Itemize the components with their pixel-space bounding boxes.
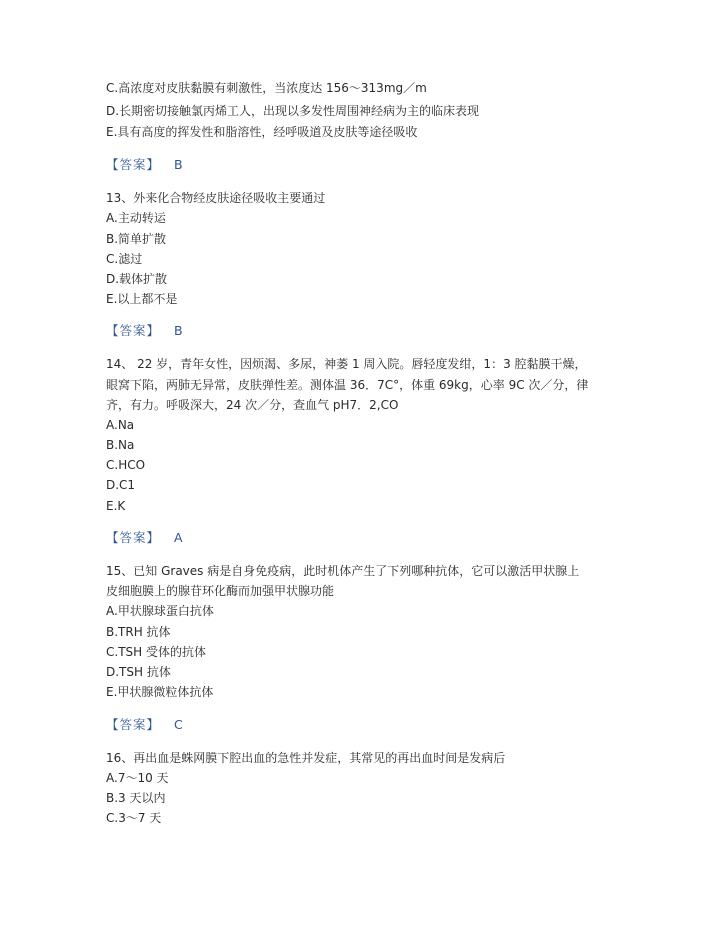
q15-option-a: A.甲状腺球蛋白抗体 xyxy=(106,604,214,618)
q14-option-b: B.Na xyxy=(106,438,135,452)
option-e: E.具有高度的挥发性和脂溶性，经呼吸道及皮肤等途径吸收 xyxy=(106,125,418,139)
answer-label: 【答案】 xyxy=(106,323,161,338)
answer-14 xyxy=(106,530,183,546)
q15-option-c: C.TSH 受体的抗体 xyxy=(106,645,206,659)
answer-label: 【答案】 xyxy=(106,530,161,545)
answer-15 xyxy=(106,717,183,733)
question-13-stem: 13、外来化合物经皮肤途径吸收主要通过 xyxy=(106,191,326,205)
q16-option-a: A.7～10 天 xyxy=(106,771,169,785)
answer-value: B xyxy=(174,157,183,172)
q16-option-c: C.3～7 天 xyxy=(106,811,162,825)
q14-option-c: C.HCO xyxy=(106,458,146,472)
question-14-stem-line3: 齐，有力。呼吸深大，24 次／分，查血气 pH7．2,CO xyxy=(106,398,399,412)
q13-option-c: C.滤过 xyxy=(106,252,143,266)
option-c: C.高浓度对皮肤黏膜有刺激性，当浓度达 156～313mg／m xyxy=(106,81,427,95)
q15-option-e: E.甲状腺微粒体抗体 xyxy=(106,685,214,699)
q13-option-a: A.主动转运 xyxy=(106,211,166,225)
question-14-stem-line1: 14、 22 岁，青年女性，因烦渴、多尿，神萎 1 周入院。唇轻度发绀，1：3 腔黏膜干燥， xyxy=(106,357,587,371)
question-14-stem-line2: 眼窝下陷，两肺无异常，皮肤弹性差。测体温 36．7C°，体重 69kg，心率 9C 次／分，律 xyxy=(106,378,589,392)
q14-option-e: E.K xyxy=(106,499,126,513)
answer-value: B xyxy=(174,323,183,338)
q13-option-e: E.以上都不是 xyxy=(106,292,178,306)
q16-option-b: B.3 天以内 xyxy=(106,791,166,805)
answer-13 xyxy=(106,323,183,339)
answer-value: A xyxy=(174,530,183,545)
answer-12 xyxy=(106,157,183,173)
q14-option-d: D.C1 xyxy=(106,478,136,492)
q15-option-b: B.TRH 抗体 xyxy=(106,625,171,639)
q13-option-b: B.简单扩散 xyxy=(106,232,167,246)
answer-label: 【答案】 xyxy=(106,717,161,732)
question-15-stem-line1: 15、已知 Graves 病是自身免疫病，此时机体产生了下列哪种抗体，它可以激活甲状腺上 xyxy=(106,564,580,578)
option-d: D.长期密切接触氯丙烯工人，出现以多发性周围神经病为主的临床表现 xyxy=(106,104,480,118)
question-15-stem-line2: 皮细胞膜上的腺苷环化酶而加强甲状腺功能 xyxy=(106,584,335,598)
q14-option-a: A.Na xyxy=(106,418,135,432)
answer-label: 【答案】 xyxy=(106,157,161,172)
answer-value: C xyxy=(174,717,183,732)
question-16-stem: 16、再出血是蛛网膜下腔出血的急性并发症，其常见的再出血时间是发病后 xyxy=(106,751,506,765)
q13-option-d: D.载体扩散 xyxy=(106,272,168,286)
q15-option-d: D.TSH 抗体 xyxy=(106,665,171,679)
